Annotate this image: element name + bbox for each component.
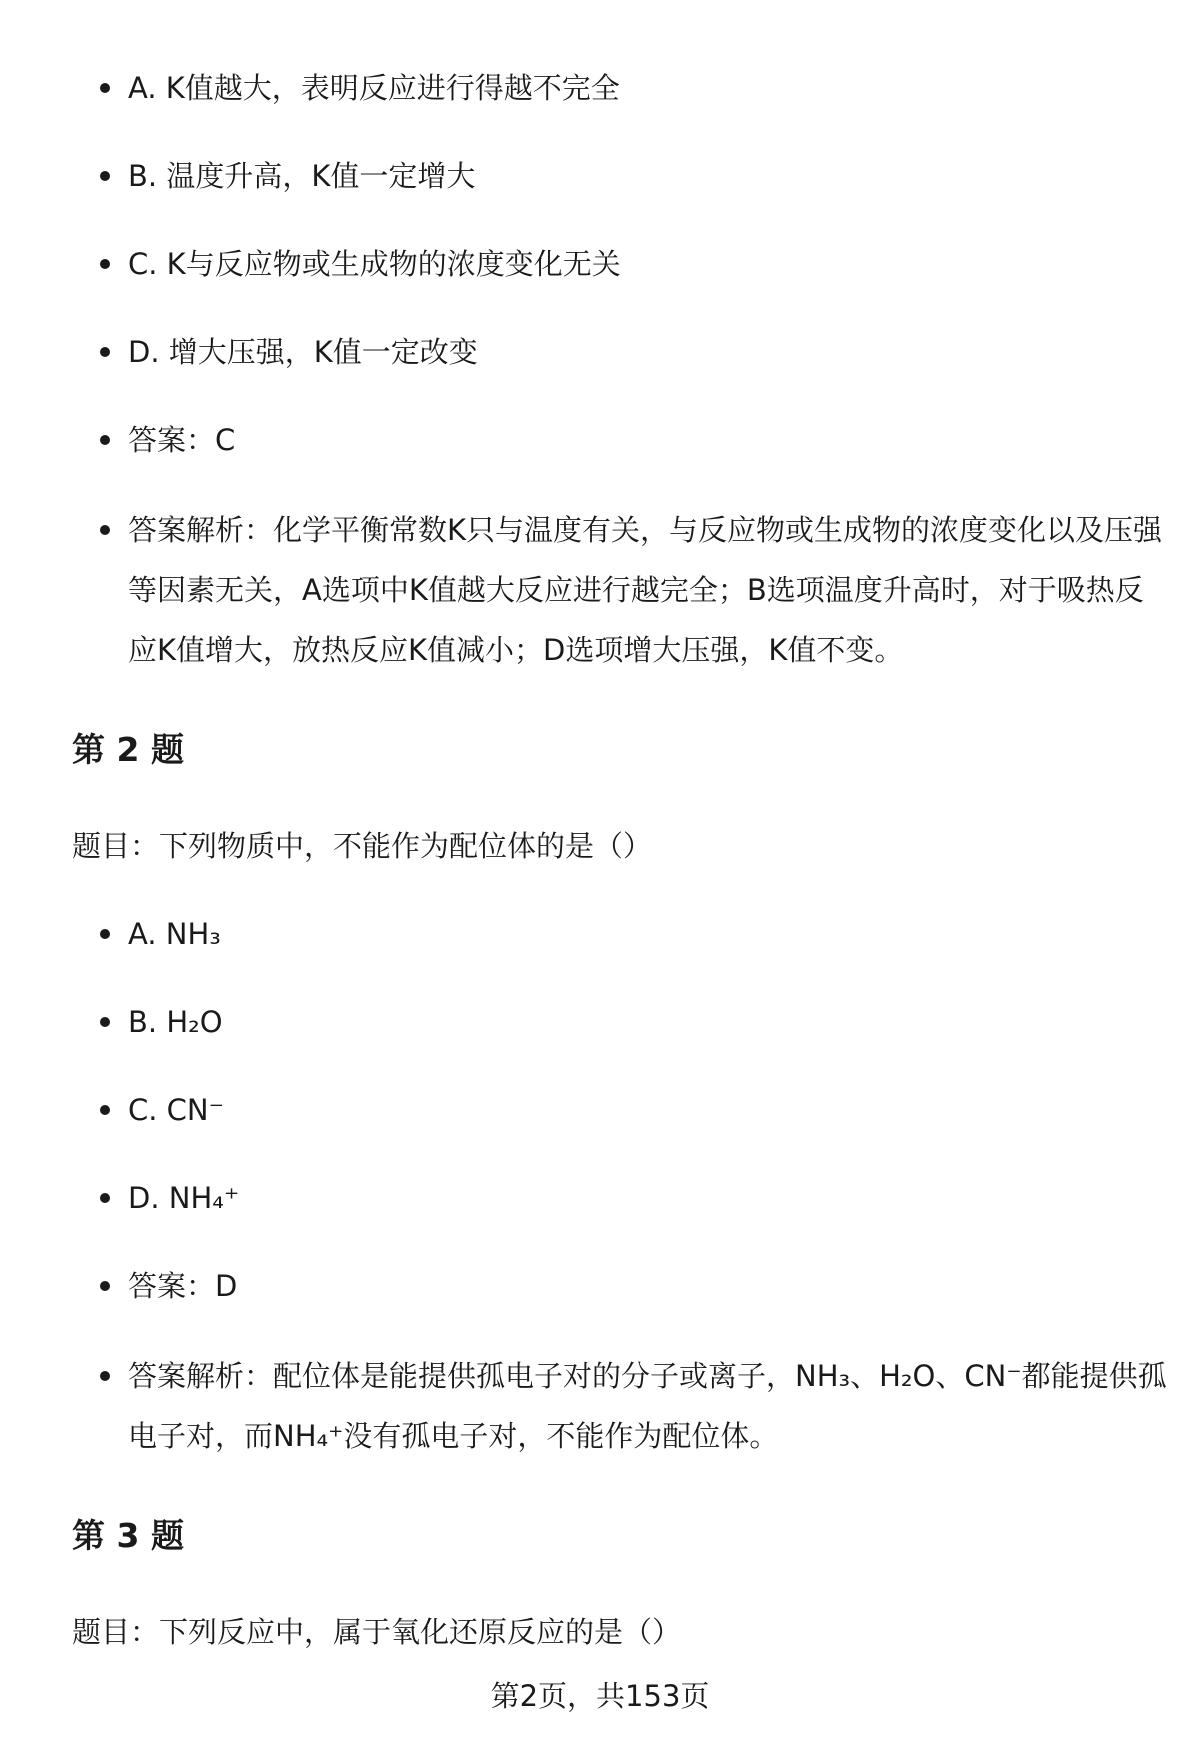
question-1-option-d: D. 增大压强，K值一定改变 (128, 322, 1168, 382)
question-3-heading: 第 3 题 (72, 1516, 184, 1555)
question-1-option-a: A. K值越大，表明反应进行得越不完全 (128, 58, 1168, 118)
question-1-answer: 答案：C (128, 410, 1168, 470)
question-2-answer: 答案：D (128, 1256, 1168, 1316)
question-2-option-b: B. H₂O (128, 992, 1168, 1052)
question-2-option-d: D. NH₄⁺ (128, 1168, 1168, 1228)
question-2-stem: 题目：下列物质中，不能作为配位体的是（） (72, 829, 653, 863)
question-2-explanation: 答案解析：配位体是能提供孤电子对的分子或离子，NH₃、H₂O、CN⁻都能提供孤电子对，而NH₄⁺没有孤电子对，不能作为配位体。 (128, 1346, 1168, 1466)
page-footer: 第2页，共153页 (490, 1679, 710, 1713)
question-2-heading: 第 2 题 (72, 730, 184, 769)
question-3-stem: 题目：下列反应中，属于氧化还原反应的是（） (72, 1615, 682, 1649)
question-1-option-c: C. K与反应物或生成物的浓度变化无关 (128, 234, 1168, 294)
question-1-explanation: 答案解析：化学平衡常数K只与温度有关，与反应物或生成物的浓度变化以及压强等因素无关，A选项中K值越大反应进行越完全；B选项温度升高时，对于吸热反应K值增大，放热反应K值减小；D选项增大压强，K值不变。 (128, 500, 1168, 680)
question-1-option-b: B. 温度升高，K值一定增大 (128, 146, 1168, 206)
question-2-option-c: C. CN⁻ (128, 1080, 1168, 1140)
question-2-option-a: A. NH₃ (128, 904, 1168, 964)
